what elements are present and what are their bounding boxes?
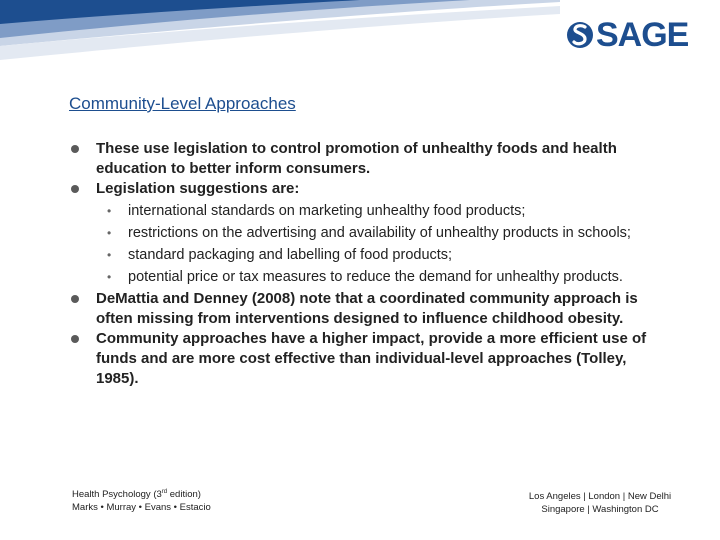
footer-book-info [72, 486, 211, 514]
bullet-item [70, 179, 670, 287]
bullet-text: Legislation suggestions are: [96, 180, 300, 197]
sage-logo-text: SAGE [596, 16, 689, 54]
bullet-dot-icon [71, 185, 79, 193]
slide-content [70, 139, 670, 389]
footer-authors: Marks • Murray • Evans • Estacio [72, 502, 211, 514]
bullet-dot-icon [71, 335, 79, 343]
sub-bullet-text: restrictions on the advertising and availability of unhealthy products in schools; [128, 225, 631, 241]
sub-bullet-dot-icon: • [107, 270, 112, 284]
bullet-list [70, 139, 670, 389]
bullet-item [70, 289, 670, 329]
bullet-text: DeMattia and Denney (2008) note that a coordinated community approach is often missing from interventions designed to influence childhood obesity. [96, 290, 638, 327]
sub-bullet-dot-icon: • [107, 226, 112, 240]
sub-bullet-item [96, 245, 670, 265]
bullet-item [70, 329, 670, 389]
sub-bullet-text: international standards on marketing unhealthy food products; [128, 203, 526, 219]
bullet-dot-icon [71, 145, 79, 153]
footer-locations-line1: Los Angeles | London | New Delhi [528, 491, 672, 502]
sub-bullet-dot-icon: • [107, 248, 112, 262]
footer-locations [520, 490, 680, 516]
sub-bullet-text: standard packaging and labelling of food products; [128, 247, 453, 263]
sub-bullet-list [96, 201, 670, 287]
sage-logo [566, 18, 688, 52]
bullet-text: Community approaches have a higher impact, provide a more efficient use of funds and are more cost effective than individual-level approaches (Tolley, 1985). [96, 330, 647, 387]
bullet-text: These use legislation to control promotion of unhealthy foods and health education to better inform consumers. [96, 140, 617, 177]
footer-book-title: Health Psychology (3rd edition) [72, 489, 201, 501]
sub-bullet-item [96, 267, 670, 287]
bullet-dot-icon [71, 295, 79, 303]
sub-bullet-item [96, 223, 670, 243]
sub-bullet-item [96, 201, 670, 221]
footer-locations-line2: Singapore | Washington DC [541, 504, 659, 515]
bullet-item [70, 139, 670, 179]
slide-title: Community-Level Approaches [69, 94, 296, 113]
sub-bullet-text: potential price or tax measures to reduce the demand for unhealthy products. [128, 269, 623, 285]
sub-bullet-dot-icon: • [107, 204, 112, 218]
sage-logo-mark-icon [566, 18, 594, 52]
